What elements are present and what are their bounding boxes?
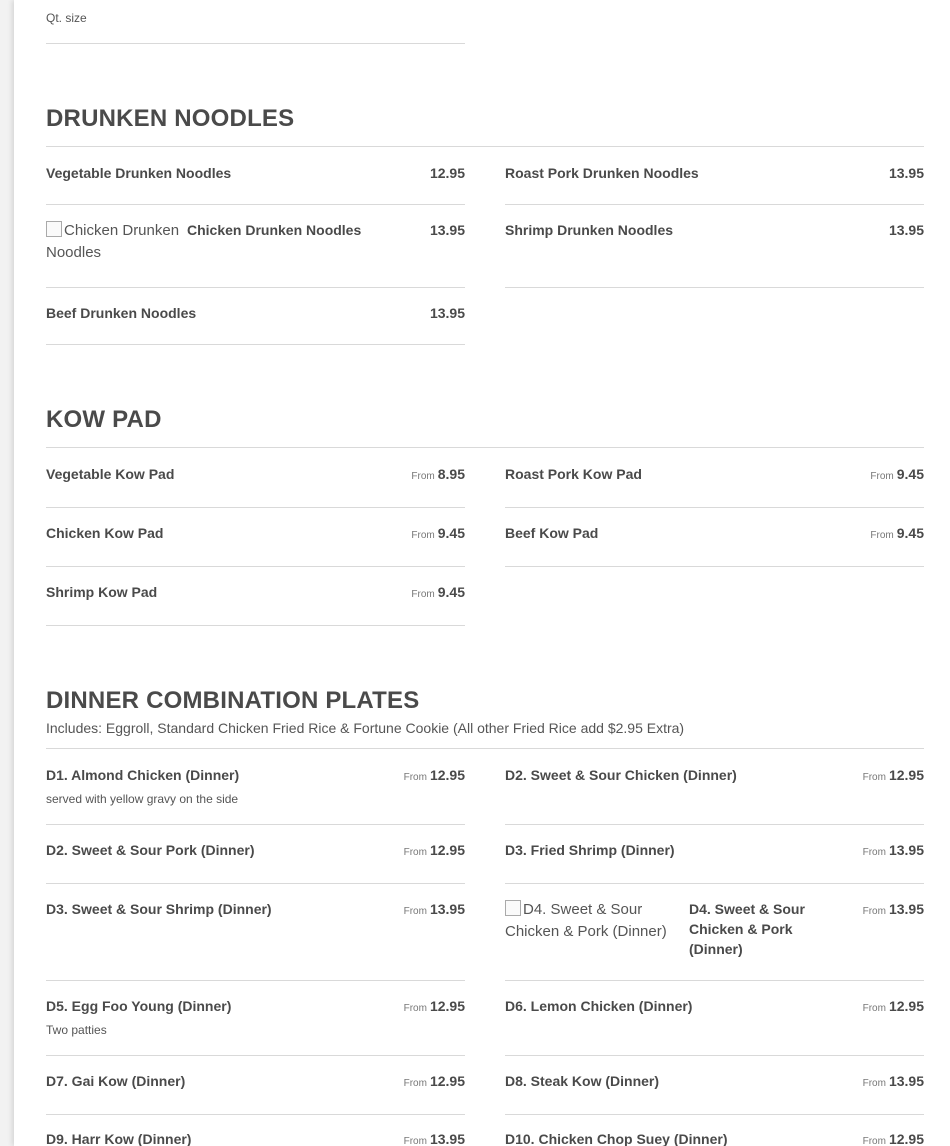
menu-item-d6-lemon-chicken[interactable] bbox=[505, 996, 924, 1055]
item-description: Two patties bbox=[46, 1023, 107, 1037]
from-label: From bbox=[870, 471, 894, 482]
menu-item-d7-gai-kow[interactable] bbox=[46, 1071, 465, 1114]
price-value: 12.95 bbox=[888, 1131, 924, 1146]
divider bbox=[46, 146, 924, 147]
item-price: 12.95 bbox=[429, 165, 465, 181]
item-name: Roast Pork Kow Pad bbox=[505, 466, 642, 482]
menu-item-shrimp-kow-pad[interactable] bbox=[46, 582, 465, 625]
price-value: 12.95 bbox=[429, 842, 465, 858]
item-price bbox=[863, 996, 924, 1019]
divider bbox=[46, 447, 924, 448]
from-label: From bbox=[411, 471, 435, 482]
price-value: 13.95 bbox=[888, 842, 924, 858]
divider bbox=[46, 344, 465, 345]
menu-item-chicken-drunken-noodles[interactable] bbox=[46, 220, 465, 287]
price-value: 9.45 bbox=[896, 466, 924, 482]
item-price bbox=[411, 464, 465, 487]
item-name: Beef Kow Pad bbox=[505, 525, 599, 541]
category-title-dinner-combination-plates: DINNER COMBINATION PLATES bbox=[46, 687, 420, 714]
item-price bbox=[863, 840, 924, 863]
item-price bbox=[870, 523, 924, 546]
divider bbox=[505, 507, 924, 508]
divider bbox=[505, 566, 924, 567]
item-name: D7. Gai Kow (Dinner) bbox=[46, 1073, 186, 1089]
price-value: 13.95 bbox=[429, 1131, 465, 1146]
from-label: From bbox=[403, 1136, 427, 1146]
divider bbox=[46, 748, 924, 749]
item-price: 13.95 bbox=[429, 222, 465, 238]
menu-item-d8-steak-kow[interactable] bbox=[505, 1071, 924, 1114]
from-label: From bbox=[403, 772, 427, 783]
item-image-placeholder bbox=[505, 899, 683, 943]
price-value: 9.45 bbox=[437, 584, 465, 600]
item-price bbox=[863, 1071, 924, 1094]
item-price bbox=[404, 899, 465, 922]
price-value: 12.95 bbox=[888, 998, 924, 1014]
price-value: 13.95 bbox=[429, 901, 465, 917]
item-price bbox=[404, 765, 465, 788]
item-price bbox=[411, 582, 465, 605]
divider bbox=[46, 883, 465, 884]
category-description: Includes: Eggroll, Standard Chicken Fried Rice & Fortune Cookie (All other Fried Rice add $2.95 Extra) bbox=[46, 720, 685, 736]
price-value: 12.95 bbox=[429, 767, 465, 783]
item-price bbox=[404, 1071, 465, 1094]
divider bbox=[46, 1055, 465, 1056]
divider bbox=[505, 287, 924, 288]
item-name: D6. Lemon Chicken (Dinner) bbox=[505, 998, 693, 1014]
from-label: From bbox=[862, 1078, 886, 1089]
price-value: 12.95 bbox=[888, 767, 924, 783]
divider bbox=[46, 566, 465, 567]
menu-item-chicken-kow-pad[interactable] bbox=[46, 523, 465, 566]
from-label: From bbox=[403, 1078, 427, 1089]
item-price: 13.95 bbox=[888, 165, 924, 181]
item-price bbox=[404, 996, 465, 1019]
item-price bbox=[870, 464, 924, 487]
menu-item-d4-sweet-sour-chicken-pork[interactable] bbox=[505, 899, 924, 980]
menu-item-d5-egg-foo-young[interactable] bbox=[46, 996, 465, 1055]
item-price bbox=[404, 840, 465, 863]
item-price: 13.95 bbox=[888, 222, 924, 238]
menu-item-d9-harr-kow[interactable] bbox=[46, 1129, 465, 1146]
divider bbox=[46, 824, 465, 825]
item-name: D8. Steak Kow (Dinner) bbox=[505, 1073, 660, 1089]
item-name: Roast Pork Drunken Noodles bbox=[505, 165, 699, 181]
menu-item-d2-sweet-sour-chicken[interactable] bbox=[505, 765, 924, 824]
item-price: 13.95 bbox=[429, 305, 465, 321]
from-label: From bbox=[862, 1003, 886, 1014]
item-name: D3. Fried Shrimp (Dinner) bbox=[505, 842, 675, 858]
menu-item-d2-sweet-sour-pork[interactable] bbox=[46, 840, 465, 883]
item-name: Chicken Drunken Noodles bbox=[187, 222, 362, 238]
item-name: D10. Chicken Chop Suey (Dinner) bbox=[505, 1131, 728, 1146]
item-name: Vegetable Kow Pad bbox=[46, 466, 175, 482]
item-name: D4. Sweet & Sour Chicken & Pork (Dinner) bbox=[689, 901, 805, 957]
item-description: Qt. size bbox=[46, 11, 87, 25]
item-name: Shrimp Kow Pad bbox=[46, 584, 158, 600]
menu-item-roast-pork-kow-pad[interactable] bbox=[505, 464, 924, 507]
item-name: Chicken Kow Pad bbox=[46, 525, 164, 541]
price-value: 12.95 bbox=[429, 998, 465, 1014]
item-name: D5. Egg Foo Young (Dinner) bbox=[46, 998, 232, 1014]
divider bbox=[46, 1114, 465, 1115]
item-name: Vegetable Drunken Noodles bbox=[46, 165, 232, 181]
item-name: D9. Harr Kow (Dinner) bbox=[46, 1131, 192, 1146]
divider bbox=[46, 43, 465, 44]
menu-item-beef-kow-pad[interactable] bbox=[505, 523, 924, 566]
item-description: served with yellow gravy on the side bbox=[46, 792, 239, 806]
price-value: 13.95 bbox=[888, 901, 924, 917]
divider bbox=[505, 204, 924, 205]
price-value: 8.95 bbox=[437, 466, 465, 482]
from-label: From bbox=[411, 589, 435, 600]
item-price bbox=[404, 1129, 465, 1146]
divider bbox=[505, 980, 924, 981]
item-price bbox=[863, 765, 924, 788]
price-value: 12.95 bbox=[429, 1073, 465, 1089]
item-price bbox=[863, 1129, 924, 1146]
item-name: D1. Almond Chicken (Dinner) bbox=[46, 767, 240, 783]
divider bbox=[505, 824, 924, 825]
category-title-drunken-noodles: DRUNKEN NOODLES bbox=[46, 105, 295, 132]
price-value: 9.45 bbox=[896, 525, 924, 541]
menu-item-vegetable-drunken-noodles[interactable] bbox=[46, 163, 465, 204]
menu-item-shrimp-drunken-noodles[interactable] bbox=[505, 220, 924, 287]
menu-item-d3-fried-shrimp[interactable] bbox=[505, 840, 924, 883]
from-label: From bbox=[862, 906, 886, 917]
item-name: Beef Drunken Noodles bbox=[46, 305, 197, 321]
from-label: From bbox=[403, 847, 427, 858]
item-name: D2. Sweet & Sour Chicken (Dinner) bbox=[505, 767, 737, 783]
menu-item-vegetable-kow-pad[interactable] bbox=[46, 464, 465, 507]
divider bbox=[505, 1114, 924, 1115]
item-image-placeholder bbox=[46, 220, 181, 264]
item-name: D3. Sweet & Sour Shrimp (Dinner) bbox=[46, 901, 272, 917]
image-alt-text: Chicken Drunken Noodles bbox=[46, 222, 180, 261]
image-alt-text: D4. Sweet & Sour Chicken & Pork (Dinner) bbox=[505, 901, 667, 940]
category-title-kow-pad: KOW PAD bbox=[46, 406, 162, 433]
menu-item-d10-chicken-chop-suey[interactable] bbox=[505, 1129, 924, 1146]
from-label: From bbox=[411, 530, 435, 541]
from-label: From bbox=[403, 1003, 427, 1014]
broken-image-icon bbox=[505, 900, 521, 916]
menu-item-roast-pork-drunken-noodles[interactable] bbox=[505, 163, 924, 204]
divider bbox=[505, 1055, 924, 1056]
from-label: From bbox=[862, 847, 886, 858]
price-value: 13.95 bbox=[888, 1073, 924, 1089]
item-price bbox=[863, 899, 924, 922]
divider bbox=[46, 625, 465, 626]
price-value: 9.45 bbox=[437, 525, 465, 541]
from-label: From bbox=[403, 906, 427, 917]
menu-item-d3-sweet-sour-shrimp[interactable] bbox=[46, 899, 465, 980]
item-name: D2. Sweet & Sour Pork (Dinner) bbox=[46, 842, 255, 858]
broken-image-icon bbox=[46, 221, 62, 237]
divider bbox=[46, 507, 465, 508]
divider bbox=[46, 287, 465, 288]
menu-item-beef-drunken-noodles[interactable] bbox=[46, 303, 465, 344]
divider bbox=[46, 204, 465, 205]
from-label: From bbox=[870, 530, 894, 541]
menu-item-d1-almond-chicken[interactable] bbox=[46, 765, 465, 824]
from-label: From bbox=[862, 1136, 886, 1146]
from-label: From bbox=[862, 772, 886, 783]
divider bbox=[505, 883, 924, 884]
divider bbox=[46, 980, 465, 981]
item-name: Shrimp Drunken Noodles bbox=[505, 222, 674, 238]
item-price bbox=[411, 523, 465, 546]
